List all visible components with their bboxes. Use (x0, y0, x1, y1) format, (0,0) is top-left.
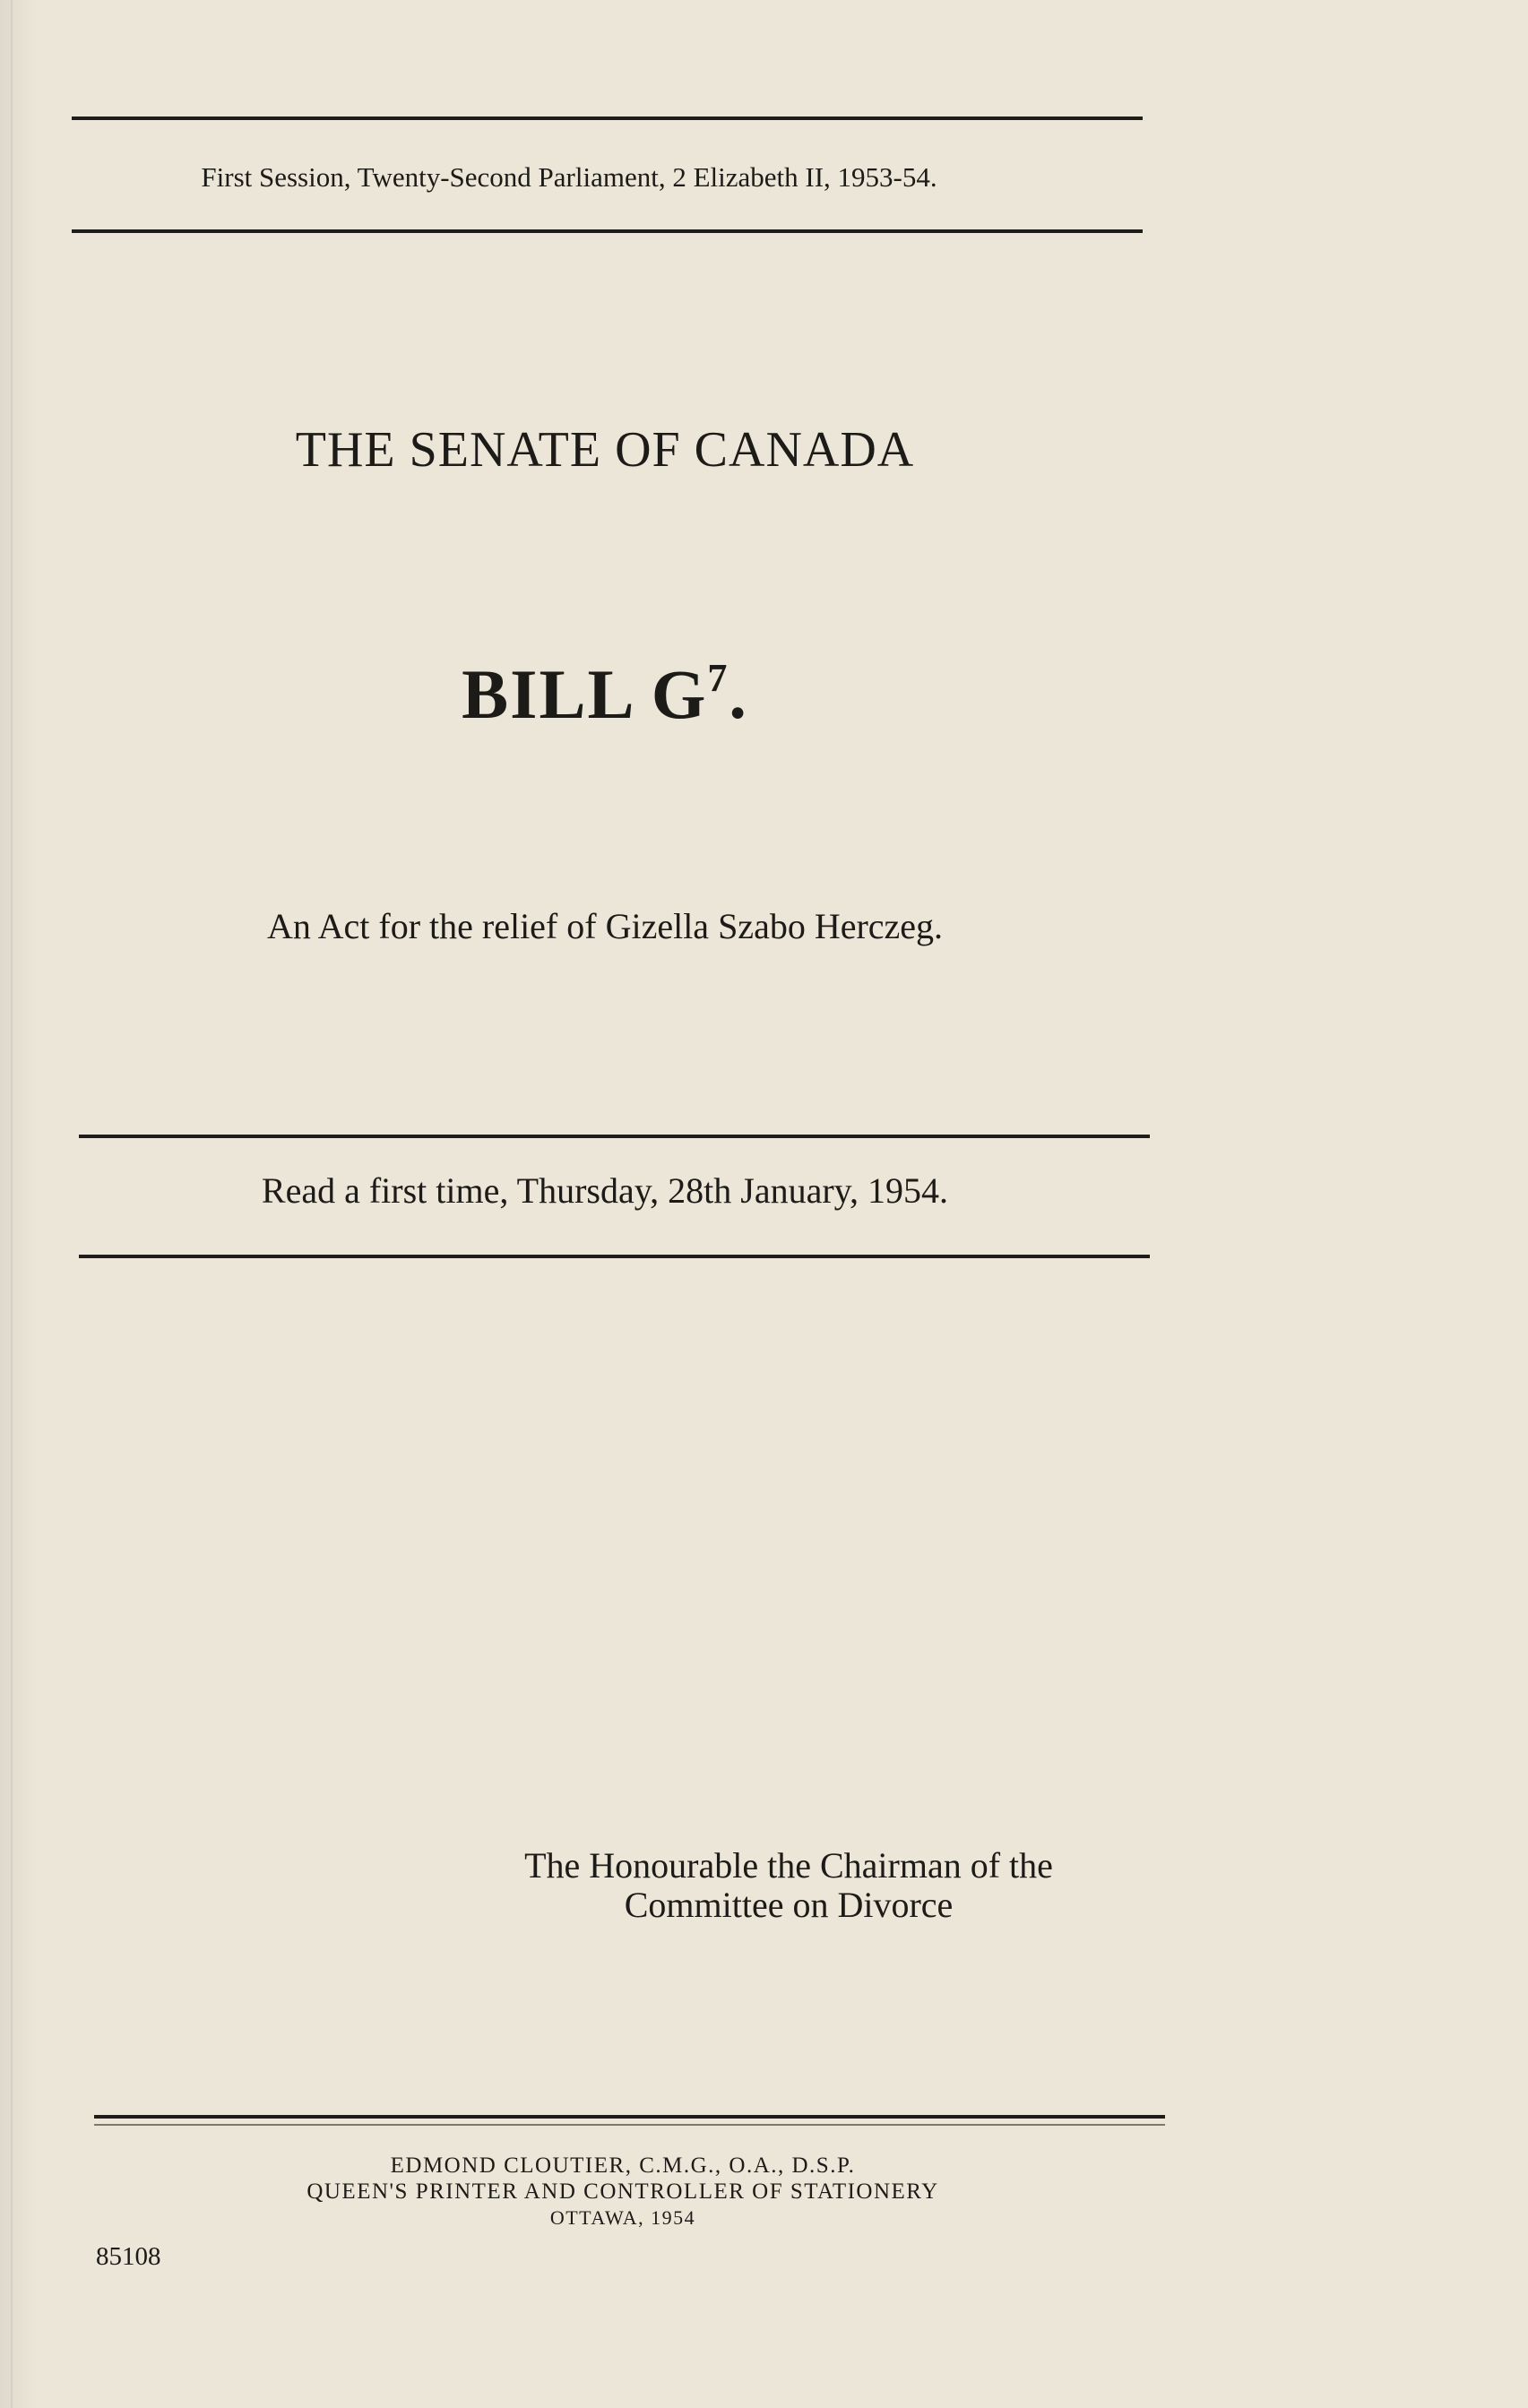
bill-superscript: 7 (707, 656, 729, 700)
session-line: First Session, Twenty-Second Parliament, 2 Elizabeth II, 1953-54. (201, 161, 937, 193)
top-rule-upper (72, 117, 1143, 120)
printer-title: QUEEN'S PRINTER AND CONTROLLER OF STATIONERY (306, 2179, 939, 2204)
top-rule-lower (72, 229, 1143, 233)
first-reading-line: Read a first time, Thursday, 28th January, 1954. (261, 1170, 949, 1211)
sponsor-line-2: Committee on Divorce (624, 1885, 954, 1925)
bill-prefix: BILL G (462, 655, 708, 733)
bill-title (72, 654, 1138, 735)
sponsor-block (385, 1846, 1192, 1925)
act-title: An Act for the relief of Gizella Szabo Herczeg. (266, 906, 944, 946)
bill-suffix: . (729, 655, 748, 733)
senate-title: THE SENATE OF CANADA (295, 422, 915, 478)
reading-rule-upper (79, 1135, 1150, 1138)
imprint-rule-lower (94, 2124, 1165, 2126)
printer-place-year: OTTAWA, 1954 (549, 2206, 696, 2229)
page-fold-shadow (11, 0, 13, 2408)
imprint-rule-upper (94, 2115, 1165, 2119)
sponsor-line-1: The Honourable the Chairman of the (524, 1845, 1053, 1886)
printer-name: EDMOND CLOUTIER, C.M.G., O.A., D.S.P. (390, 2153, 856, 2178)
print-number: 85108 (96, 2242, 161, 2271)
reading-rule-lower (79, 1255, 1150, 1258)
